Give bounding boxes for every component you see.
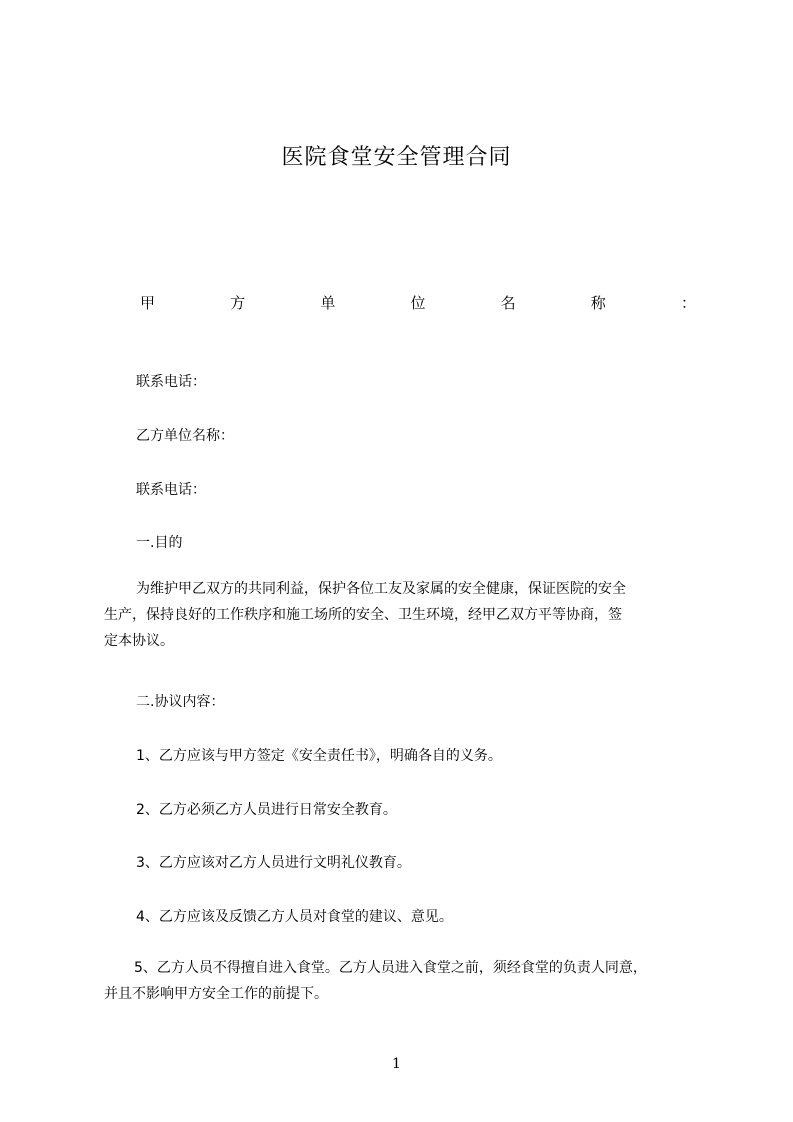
section-2-heading: 二.协议内容： xyxy=(136,694,225,710)
party-a-phone-label: 联系电话： xyxy=(136,374,206,390)
party-a-label-char: 单 xyxy=(320,294,336,312)
party-a-label-char: 名 xyxy=(500,294,516,312)
party-b-name-label: 乙方单位名称： xyxy=(136,428,234,444)
agreement-item-2: 2、乙方必须乙方人员进行日常安全教育。 xyxy=(136,802,397,818)
agreement-item-5 xyxy=(104,955,716,1007)
section-1-heading: 一.目的 xyxy=(136,535,183,551)
party-b-phone-label: 联系电话： xyxy=(136,482,206,498)
paragraph-line: 5、乙方人员不得擅自进入食堂。乙方人员进入食堂之前，须经食堂的负责人同意， xyxy=(134,960,647,976)
party-a-label-char: 甲 xyxy=(140,294,156,312)
party-a-name-label xyxy=(140,292,696,313)
party-a-label-char: 称 xyxy=(590,294,606,312)
party-a-label-char: ： xyxy=(680,294,696,312)
page-number: 1 xyxy=(392,1056,401,1072)
paragraph-line: 定本协议。 xyxy=(104,633,174,649)
party-a-label-char: 方 xyxy=(230,294,246,312)
paragraph-line: 为维护甲乙双方的共同利益，保护各位工友及家属的安全健康，保证医院的安全 xyxy=(136,581,626,597)
agreement-item-4: 4、乙方应该及反馈乙方人员对食堂的建议、意见。 xyxy=(136,909,453,925)
paragraph-line: 生产，保持良好的工作秩序和施工场所的安全、卫生环境，经甲乙双方平等协商，签 xyxy=(104,607,622,623)
paragraph-line: 并且不影响甲方安全工作的前提下。 xyxy=(104,986,328,1002)
party-a-label-char: 位 xyxy=(410,294,426,312)
section-1-paragraph xyxy=(104,576,716,654)
agreement-item-3: 3、乙方应该对乙方人员进行文明礼仪教育。 xyxy=(136,855,411,871)
document-title: 医院食堂安全管理合同 xyxy=(281,145,512,170)
agreement-item-1: 1、乙方应该与甲方签定《安全责任书》，明确各自的义务。 xyxy=(136,748,502,764)
